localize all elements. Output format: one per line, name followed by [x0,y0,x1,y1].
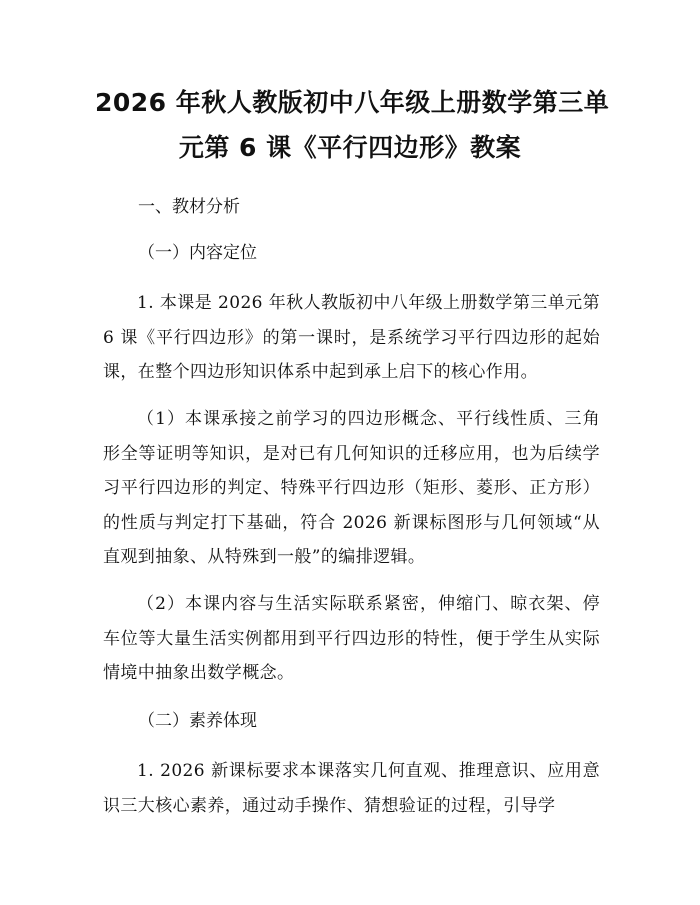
subsection-heading-content-positioning: （一）内容定位 [138,243,257,263]
document-title-line-1: 2026 年秋人教版初中八年级上册数学第三单 [95,88,610,117]
paragraph-3: （2）本课内容与生活实际联系紧密，伸缩门、晾衣架、停车位等大量生活实例都用到平行四边形的特性，便于学生从实际情境中抽象出数学概念。 [103,594,600,683]
paragraph-2: （1）本课承接之前学习的四边形概念、平行线性质、三角形全等证明等知识，是对已有几何知识的迁移应用，也为后续学习平行四边形的判定、特殊平行四边形（矩形、菱形、正方形）的性质与判定打下基础，符合 2026 新课标图形与几何领域“从直观到抽象、从特殊到一般”的编排逻辑。 [103,409,600,567]
paragraph-1: 1. 本课是 2026 年秋人教版初中八年级上册数学第三单元第 6 课《平行四边形》的第一课时，是系统学习平行四边形的起始课，在整个四边形知识体系中起到承上启下的核心作用。 [103,293,600,382]
paragraph-4: 1. 2026 新课标要求本课落实几何直观、推理意识、应用意识三大核心素养，通过动手操作、猜想验证的过程，引导学 [103,761,600,816]
subsection-heading-literacy: （二）素养体现 [138,711,257,731]
document-title-line-2: 元第 6 课《平行四边形》教案 [178,133,522,162]
section-heading-textbook-analysis: 一、教材分析 [138,197,240,217]
